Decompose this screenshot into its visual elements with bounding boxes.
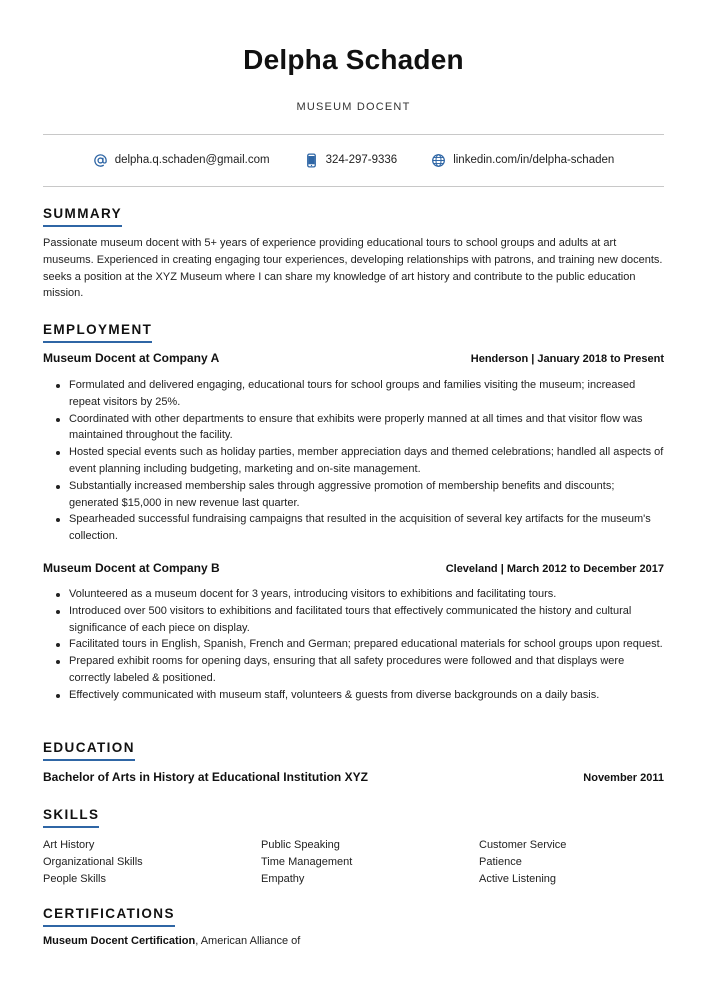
skill-item: Patience xyxy=(479,855,522,868)
skill-item: Organizational Skills xyxy=(43,855,143,868)
education-heading: EDUCATION xyxy=(43,740,135,761)
header-divider-bottom xyxy=(43,186,664,187)
skill-item: Time Management xyxy=(261,855,353,868)
at-icon xyxy=(93,153,108,168)
job-position: Museum Docent at Company A xyxy=(43,351,220,365)
job-location-dates: Henderson | January 2018 to Present xyxy=(470,353,664,365)
skill-item: People Skills xyxy=(43,872,106,885)
job-location-dates: Cleveland | March 2012 to December 2017 xyxy=(445,563,664,575)
skill-item: Customer Service xyxy=(479,839,567,851)
job-header xyxy=(43,351,664,365)
contact-linkedin[interactable] xyxy=(431,153,614,168)
contact-email[interactable] xyxy=(93,153,270,168)
certification-entry xyxy=(43,935,300,947)
phone-icon xyxy=(304,153,319,168)
summary-text: Passionate museum docent with 5+ years of experience providing educational tours to school groups and adults at art museums. Experienced in creating engaging tour experiences, developing relationships with patrons, and training new docents. seeks a position at the XYZ Museum where I can share my knowledge of art history and contribute to the public education mission. xyxy=(43,237,663,300)
list-item: Substantially increased membership sales through aggressive promotion of membership benefits and discounts; generated $15,000 in new revenue last quarter. xyxy=(43,478,664,512)
skill-item: Active Listening xyxy=(479,872,557,885)
summary-heading: SUMMARY xyxy=(43,206,122,227)
header-divider-top xyxy=(43,134,664,135)
phone-text: 324-297-9336 xyxy=(325,154,398,166)
skill-item: Public Speaking xyxy=(261,839,340,851)
employment-heading: EMPLOYMENT xyxy=(43,322,152,343)
job-bullets xyxy=(43,586,664,704)
education-row xyxy=(43,770,664,784)
list-item: Effectively communicated with museum staff, volunteers & guests from diverse backgrounds on a daily basis. xyxy=(43,687,664,704)
contact-bar xyxy=(0,150,707,170)
degree: Bachelor of Arts in History at Educational Institution XYZ xyxy=(43,770,368,784)
skill-item: Empathy xyxy=(261,872,305,885)
certifications-heading: CERTIFICATIONS xyxy=(43,906,175,927)
list-item: Volunteered as a museum docent for 3 years, introducing visitors to exhibitions and facilitating tours. xyxy=(43,586,664,603)
list-item: Hosted special events such as holiday parties, member appreciation days and themed celebrations; handled all aspects of event planning including budgeting, marketing and on-site management. xyxy=(43,444,664,478)
linkedin-text: linkedin.com/in/delpha-schaden xyxy=(453,154,615,166)
graduation-date: November 2011 xyxy=(583,772,664,784)
certification-name: Museum Docent Certification xyxy=(43,935,196,947)
globe-icon xyxy=(431,153,446,168)
job-title: MUSEUM DOCENT xyxy=(296,101,411,113)
list-item: Prepared exhibit rooms for opening days, ensuring that all safety procedures were followed and that displays were correctly labeled & positioned. xyxy=(43,653,664,687)
certification-issuer: , American Alliance of xyxy=(195,935,301,947)
list-item: Facilitated tours in English, Spanish, French and German; prepared educational materials for school groups upon request. xyxy=(43,636,664,653)
job-bullets xyxy=(43,377,664,545)
skill-item: Art History xyxy=(43,839,95,851)
job-header xyxy=(43,561,664,575)
skills-heading: SKILLS xyxy=(43,807,99,828)
list-item: Coordinated with other departments to ensure that exhibits were properly manned at all times and that visitor flow was maintained throughout the facility. xyxy=(43,411,664,445)
candidate-name: Delpha Schaden xyxy=(243,44,464,75)
contact-phone[interactable] xyxy=(304,153,398,168)
list-item: Formulated and delivered engaging, educational tours for school groups and families visiting the museum; increased repeat visitors by 25%. xyxy=(43,377,664,411)
list-item: Introduced over 500 visitors to exhibitions and facilitated tours that effectively communicated the history and cultural significance of each piece on display. xyxy=(43,603,664,637)
email-text: delpha.q.schaden@gmail.com xyxy=(114,154,270,166)
list-item: Spearheaded successful fundraising campaigns that resulted in the acquisition of several key artifacts for the museum's collection. xyxy=(43,511,664,545)
skills-grid xyxy=(43,837,664,887)
job-position: Museum Docent at Company B xyxy=(43,561,220,575)
